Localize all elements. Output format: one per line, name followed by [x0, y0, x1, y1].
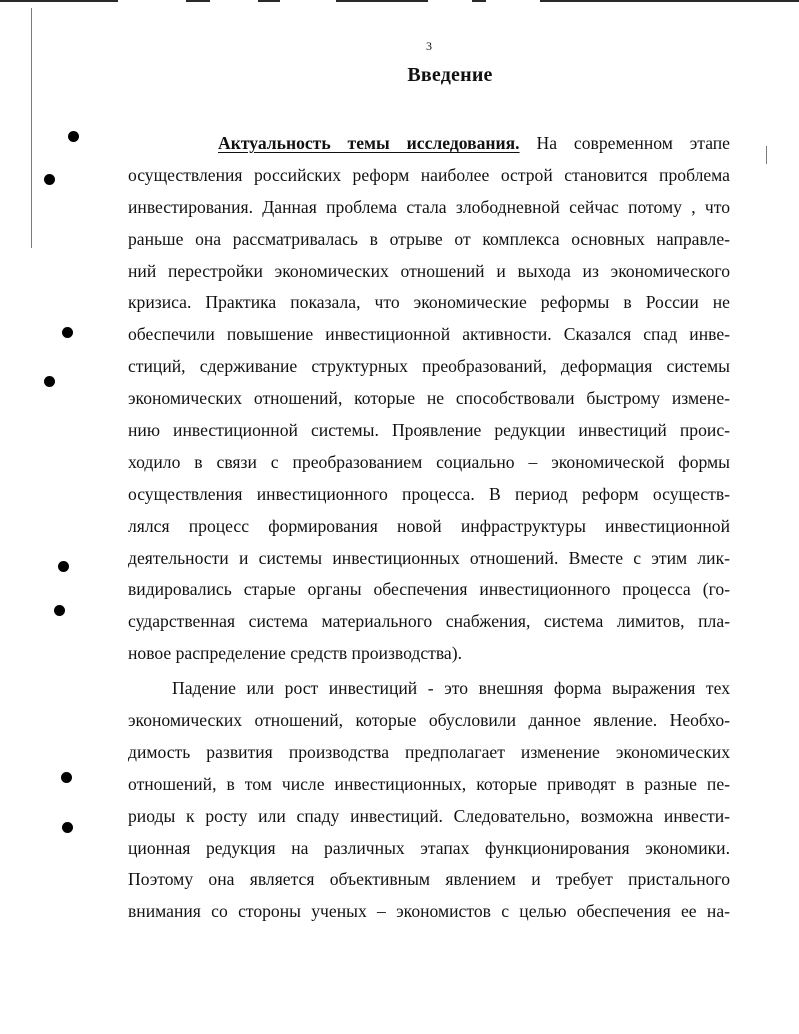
text-line: экономических отношений, которые обусловили данное явление. Необхо- [128, 710, 730, 731]
text-line: внимания со стороны ученых – экономистов с целью обеспечения ее на- [128, 901, 730, 922]
text-line: риоды к росту или спаду инвестиций. Следовательно, возможна инвести- [128, 805, 730, 826]
scan-border-top [258, 0, 280, 2]
scan-border-right [766, 146, 767, 164]
text-line-run: На современном этапе [519, 133, 730, 153]
text-line: лялся процесс формирования новой инфраструктуры инвестиционной [128, 515, 730, 536]
scan-border-top [472, 0, 486, 2]
punch-hole-mark [58, 561, 69, 572]
text-line: инвестирования. Данная проблема стала злободневной сейчас потому , что [128, 196, 730, 217]
text-line: видировались старые органы обеспечения инвестиционного процесса (го- [128, 579, 730, 600]
body-text [128, 128, 730, 928]
text-line: сударственная система материального снабжения, система лимитов, пла- [128, 611, 730, 632]
text-line: осуществления инвестиционного процесса. В период реформ осуществ- [128, 483, 730, 504]
punch-hole-mark [61, 772, 72, 783]
text-line [128, 128, 730, 160]
scan-border-top [0, 0, 118, 2]
section-heading: Актуальность темы исследования. [218, 133, 520, 153]
text-line: осуществления российских реформ наиболее острой становится проблема [128, 164, 730, 185]
text-line: раньше она рассматривалась в отрыве от комплекса основных направле- [128, 228, 730, 249]
page-number: 3 [426, 39, 432, 53]
scan-border-top [186, 0, 210, 2]
scan-border-top [540, 0, 799, 2]
scan-border-top [336, 0, 428, 2]
text-line: димость развития производства предполагает изменение экономических [128, 741, 730, 762]
punch-hole-mark [68, 131, 79, 142]
text-line: деятельности и системы инвестиционных отношений. Вместе с этим лик- [128, 547, 730, 568]
punch-hole-mark [62, 822, 73, 833]
text-line: обеспечили повышение инвестиционной активности. Сказался спад инве- [128, 324, 730, 345]
scan-border-left [31, 8, 32, 248]
punch-hole-mark [44, 174, 55, 185]
text-line: Падение или рост инвестиций - это внешняя форма выражения тех [172, 678, 730, 699]
text-line: ционная редукция на различных этапах функционирования экономики. [128, 837, 730, 858]
paragraph-2 [128, 673, 730, 928]
text-line: нию инвестиционной системы. Проявление редукции инвестиций проис- [128, 420, 730, 441]
text-line: ходило в связи с преобразованием социально – экономической формы [128, 451, 730, 472]
punch-hole-mark [62, 327, 73, 338]
text-line: стиций, сдерживание структурных преобразований, деформация системы [128, 356, 730, 377]
text-line: кризиса. Практика показала, что экономические реформы в России не [128, 292, 730, 313]
text-line: ний перестройки экономических отношений и выхода из экономического [128, 260, 730, 281]
paragraph-1 [128, 128, 730, 670]
text-line: отношений, в том числе инвестиционных, которые приводят в разные пе- [128, 773, 730, 794]
page-title: Введение [407, 64, 493, 86]
text-line: экономических отношений, которые не способствовали быстрому измене- [128, 388, 730, 409]
text-line: Поэтому она является объективным явлением и требует пристального [128, 869, 730, 890]
punch-hole-mark [54, 605, 65, 616]
punch-hole-mark [44, 376, 55, 387]
text-line: новое распределение средств производства). [128, 643, 462, 664]
